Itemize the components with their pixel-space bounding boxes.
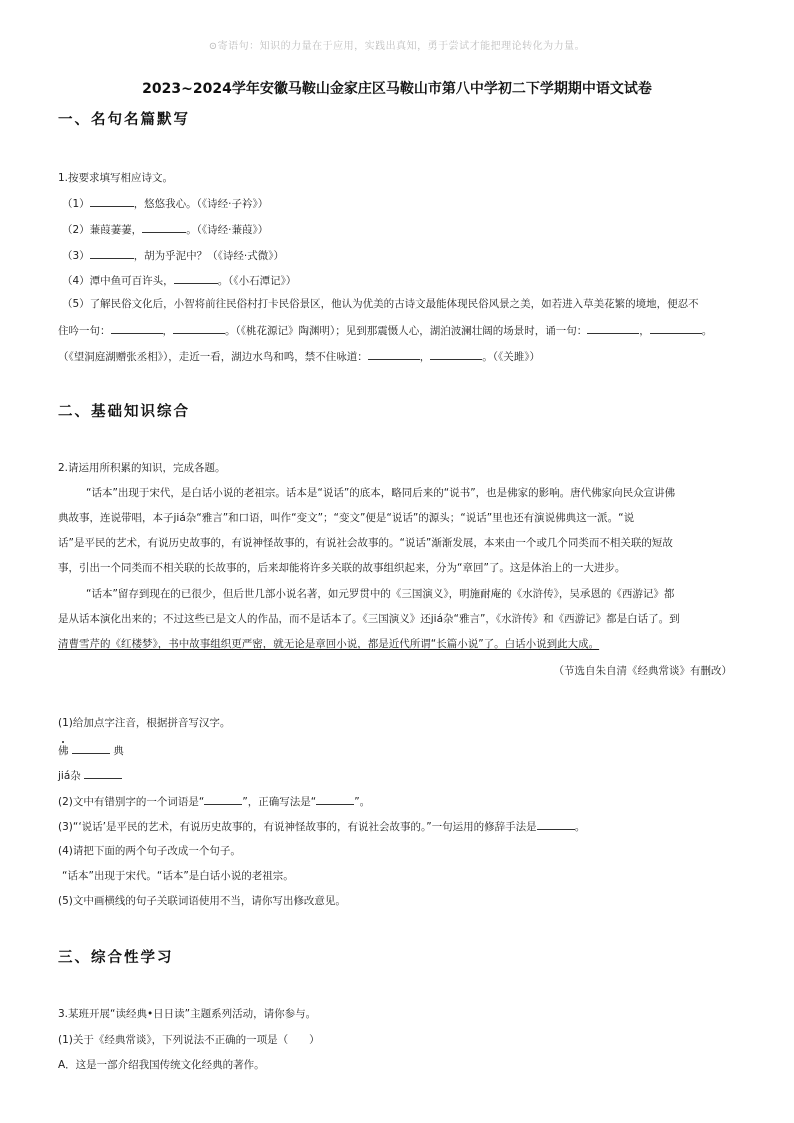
passage-line: 事，引出一个同类而不相关联的长故事的，后来却能将许多关联的故事组织起来，分为“章回”了。这是体治上的一大进步。 [58, 562, 626, 574]
answer-blank[interactable] [84, 767, 122, 779]
q3-stem: 3.某班开展“读经典•日日读”主题系列活动，请你参与。 [58, 1008, 317, 1020]
q1-item-5-text: 。（《关雎》） [482, 351, 540, 363]
q1-item-3 [62, 247, 284, 263]
q2-stem: 2.请运用所积累的知识，完成各题。 [58, 462, 226, 474]
q1-item-5-line-3 [58, 348, 540, 364]
q2-sub-2-text: ”，正确写法是“ [242, 796, 317, 808]
q2-sub-4-sentences: “话本”出现于宋代。“话本”是白话小说的老祖宗。 [62, 870, 294, 882]
q2-sub-2 [58, 793, 370, 809]
q1-item-4-post: 。（《小石潭记》） [217, 275, 297, 287]
passage-underlined-line: 清曹雪芹的《红楼梦》，书中故事组织更严密，就无论是章回小说，都是近代所谓“长篇小说”了。白话小说到此大成。 [58, 638, 600, 650]
answer-blank[interactable] [316, 793, 354, 805]
answer-blank[interactable] [111, 322, 163, 334]
q1-item-3-post: ，胡为乎泥中？（《诗经·式微》） [133, 250, 285, 262]
q2-sub-1-a [58, 742, 124, 758]
q1-item-2-post: 。（《诗经·蒹葭》） [186, 224, 269, 236]
exam-title: 2023~2024学年安徽马鞍山金家庄区马鞍山市第八中学初二下学期期中语文试卷 [142, 81, 652, 97]
q1-item-4 [62, 272, 296, 288]
q1-item-5-text: 。 [701, 325, 713, 337]
section-heading-2: 二、基础知识综合 [58, 403, 190, 420]
dotted-char: 佛 [58, 745, 69, 757]
passage-line: 话”是平民的艺术，有说历史故事的，有说神怪故事的，有说社会故事的。“说话”渐渐发展，本来由一个或几个同类而不相关联的短故 [58, 537, 673, 549]
q2-sub-4: (4)请把下面的两个句子改成一个句子。 [58, 845, 241, 857]
section-heading-3: 三、综合性学习 [58, 949, 174, 966]
passage-line: “话本”出现于宋代，是白话小说的老祖宗。话本是“说话”的底本，略同后来的“说书”，也是佛家的影响。唐代佛家向民众宣讲佛 [86, 487, 676, 499]
q2-sub-2-text: (2)文中有错别字的一个词语是“ [58, 796, 205, 808]
passage-line: 典故事，连说带唱，本子jiá杂“雅言”和口语，叫作“变文”；“变文”便是“说话”的源头；“说话”里也还有演说佛典这一派。“说 [58, 512, 635, 524]
q2-sub-1: (1)给加点字注音，根据拼音写汉字。 [58, 717, 231, 729]
section-heading-1: 一、名句名篇默写 [58, 111, 190, 128]
q2-sub-1-a-post: 典 [113, 745, 124, 757]
q3-option-a[interactable]: A．这是一部介绍我国传统文化经典的著作。 [58, 1059, 265, 1071]
q2-sub-5: (5)文中画横线的句子关联词语使用不当，请你写出修改意见。 [58, 895, 346, 907]
q2-sub-3-text: 。 [574, 821, 586, 833]
q2-sub-1-b [58, 767, 122, 783]
q1-item-5-line-1: （5）了解民俗文化后，小智将前往民俗村打卡民俗景区，他认为优美的古诗文最能体现民俗风景之美，如若进入草美花繁的境地，便忍不 [62, 298, 699, 310]
watermark-quote: ⊙寄语句：知识的力量在于应用，实践出真知，勇于尝试才能把理论转化为力量。 [208, 41, 586, 52]
answer-blank[interactable] [142, 221, 186, 233]
passage-source: （节选自朱自清《经典常谈》有删改） [553, 665, 732, 677]
q2-sub-1-b-pre: jiá杂 [58, 770, 81, 782]
q1-item-3-pre: （3） [62, 250, 90, 262]
q1-item-1-post: ，悠悠我心。（《诗经·子衿》） [133, 198, 269, 210]
q1-item-5-text: 住吟一句： [58, 325, 111, 337]
q1-item-1 [62, 195, 268, 211]
q1-item-4-pre: （4）潭中鱼可百许头， [62, 275, 174, 287]
q1-item-5-text: ， [419, 351, 431, 363]
answer-blank[interactable] [587, 322, 639, 334]
answer-blank[interactable] [204, 793, 242, 805]
answer-blank[interactable] [368, 348, 420, 360]
answer-blank[interactable] [537, 818, 575, 830]
passage-line: “话本”留存到现在的已很少，但后世几部小说名著，如元罗贯中的《三国演义》，明施耐庵的《水浒传》，吴承恩的《西游记》都 [86, 588, 675, 600]
passage-line: 是从话本演化出来的；不过这些已是文人的作品，而不是话本了。《三国演义》还jiá杂“雅言”，《水浒传》和《西游记》都是白话了。到 [58, 613, 680, 625]
q1-item-5-text: 。（《桃花源记》陶渊明）；见到那震慑人心，湖泊波澜壮阔的场景时，诵一句： [225, 325, 588, 337]
answer-blank[interactable] [90, 195, 134, 207]
q1-stem: 1.按要求填写相应诗文。 [58, 172, 174, 184]
q1-item-2-pre: （2）蒹葭萋萋， [62, 224, 143, 236]
q1-item-5-text: ， [162, 325, 173, 337]
q1-item-1-pre: （1） [62, 198, 90, 210]
q3-sub-1: (1)关于《经典常谈》，下列说法不正确的一项是（ ） [58, 1034, 320, 1046]
q1-item-5-text: ， [639, 325, 650, 337]
q1-item-2 [62, 221, 268, 237]
answer-blank[interactable] [174, 272, 218, 284]
answer-blank[interactable] [173, 322, 225, 334]
q1-item-5-text: （《望洞庭湖赠张丞相》），走近一看，湖边水鸟和鸣，禁不住咏道： [58, 351, 368, 363]
q1-item-5-line-2 [58, 322, 712, 338]
answer-blank[interactable] [430, 348, 482, 360]
answer-blank[interactable] [650, 322, 702, 334]
answer-blank[interactable] [90, 247, 134, 259]
q2-sub-2-text: ”。 [354, 796, 371, 808]
answer-blank[interactable] [72, 742, 110, 754]
q2-sub-3 [58, 818, 585, 834]
q2-sub-3-text: (3)“‘说话’是平民的艺术，有说历史故事的，有说神怪故事的，有说社会故事的。”一句运用的修辞手法是 [58, 821, 537, 833]
